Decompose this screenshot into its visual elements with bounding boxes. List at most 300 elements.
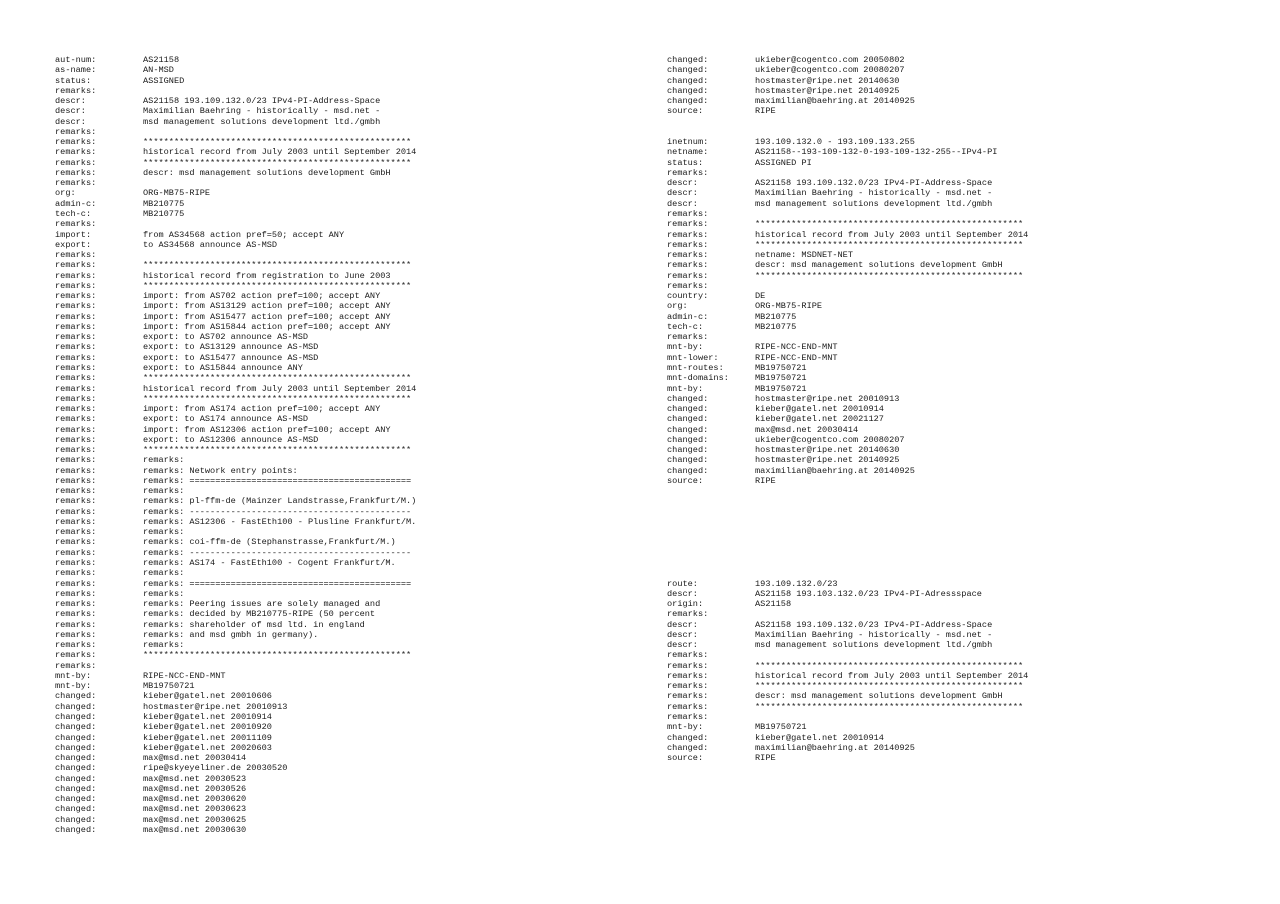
- attribute-value: max@msd.net 20030414: [755, 424, 859, 435]
- attribute-value: AS21158: [143, 55, 180, 65]
- right-record-line: [667, 117, 1028, 127]
- right-record-line: [667, 548, 1028, 558]
- attribute-value: ****************************************************: [755, 239, 1024, 250]
- attribute-key: changed:: [667, 85, 709, 96]
- left-record-line: [55, 702, 416, 712]
- left-column: [55, 55, 416, 835]
- attribute-key: remarks:: [55, 629, 97, 640]
- attribute-key: remarks:: [55, 311, 97, 322]
- right-record-line: [667, 322, 1028, 332]
- left-record-line: [55, 815, 416, 825]
- attribute-key: changed:: [667, 434, 709, 445]
- attribute-key: changed:: [55, 691, 97, 702]
- attribute-key: remarks:: [55, 516, 97, 527]
- attribute-key: route:: [667, 578, 698, 589]
- right-record-line: [667, 661, 1028, 671]
- left-record-line: [55, 342, 416, 352]
- attribute-value: export: to AS13129 announce AS-MSD: [143, 342, 319, 353]
- attribute-value: MB19750721: [755, 362, 807, 373]
- right-record-line: [667, 743, 1028, 753]
- attribute-value: ****************************************************: [755, 701, 1024, 712]
- left-record-line: [55, 363, 416, 373]
- attribute-key: remarks:: [55, 558, 97, 569]
- attribute-key: remarks:: [667, 239, 709, 250]
- left-record-line: [55, 117, 416, 127]
- left-record-line: [55, 733, 416, 743]
- attribute-key: remarks:: [667, 167, 709, 178]
- left-record-line: [55, 507, 416, 517]
- right-column: [667, 55, 1028, 763]
- right-record-line: [667, 722, 1028, 732]
- left-record-line: [55, 517, 416, 527]
- attribute-value: remarks: Peering issues are solely managed and: [143, 599, 381, 610]
- left-record-line: [55, 76, 416, 86]
- attribute-key: remarks:: [55, 85, 97, 96]
- right-record-line: [667, 712, 1028, 722]
- attribute-key: remarks:: [667, 332, 709, 343]
- right-record-line: [667, 568, 1028, 578]
- attribute-value: remarks: coi-ffm-de (Stephanstrasse,Frankfurt/M.): [143, 537, 396, 548]
- attribute-key: descr:: [667, 640, 698, 651]
- left-record-line: [55, 794, 416, 804]
- attribute-value: remarks: and msd gmbh in germany).: [143, 629, 319, 640]
- right-record-line: [667, 137, 1028, 147]
- attribute-key: export:: [55, 239, 92, 250]
- left-record-line: [55, 384, 416, 394]
- attribute-key: mnt-routes:: [667, 362, 724, 373]
- attribute-key: remarks:: [667, 650, 709, 661]
- attribute-key: changed:: [667, 404, 709, 415]
- left-record-line: [55, 630, 416, 640]
- left-record-line: [55, 332, 416, 342]
- attribute-key: changed:: [55, 804, 97, 815]
- attribute-value: MB210775: [755, 311, 797, 322]
- left-record-line: [55, 178, 416, 188]
- attribute-key: country:: [667, 291, 709, 302]
- left-record-line: [55, 312, 416, 322]
- attribute-value: ORG-MB75-RIPE: [755, 301, 823, 312]
- attribute-key: remarks:: [55, 568, 97, 579]
- attribute-value: remarks:: [143, 486, 185, 497]
- left-record-line: [55, 691, 416, 701]
- attribute-value: RIPE: [755, 106, 776, 117]
- attribute-key: remarks:: [667, 229, 709, 240]
- attribute-key: remarks:: [55, 157, 97, 168]
- attribute-value: netname: MSDNET-NET: [755, 250, 853, 261]
- attribute-key: changed:: [55, 794, 97, 805]
- attribute-value: RIPE-NCC-END-MNT: [755, 352, 838, 363]
- right-record-line: [667, 373, 1028, 383]
- attribute-value: ripe@skyeyeliner.de 20030520: [143, 763, 288, 774]
- attribute-key: inetnum:: [667, 137, 709, 148]
- attribute-key: remarks:: [667, 609, 709, 620]
- right-record-line: [667, 589, 1028, 599]
- attribute-value: maximilian@baehring.at 20140925: [755, 465, 915, 476]
- attribute-key: org:: [55, 188, 76, 199]
- attribute-value: kieber@gatel.net 20010914: [143, 712, 272, 722]
- attribute-key: status:: [667, 157, 704, 168]
- attribute-key: remarks:: [55, 465, 97, 476]
- attribute-value: historical record from July 2003 until September 2014: [143, 147, 417, 158]
- attribute-key: remarks:: [55, 640, 97, 651]
- attribute-key: remarks:: [55, 332, 97, 343]
- left-record-line: [55, 55, 416, 65]
- attribute-key: remarks:: [55, 496, 97, 507]
- attribute-value: 193.109.132.0 - 193.109.133.255: [755, 137, 915, 148]
- attribute-value: export: to AS174 announce AS-MSD: [143, 414, 309, 425]
- attribute-key: changed:: [667, 445, 709, 456]
- left-record-line: [55, 301, 416, 311]
- attribute-key: remarks:: [55, 383, 97, 394]
- right-record-line: [667, 353, 1028, 363]
- right-record-line: [667, 188, 1028, 198]
- attribute-value: descr: msd management solutions development GmbH: [755, 260, 1003, 271]
- attribute-value: ukieber@cogentco.com 20080207: [755, 65, 905, 76]
- right-record-line: [667, 650, 1028, 660]
- attribute-key: remarks:: [55, 362, 97, 373]
- right-record-line: [667, 158, 1028, 168]
- attribute-value: MB19750721: [755, 373, 807, 384]
- attribute-key: mnt-by:: [667, 722, 704, 733]
- attribute-value: kieber@gatel.net 20020603: [143, 742, 272, 753]
- left-record-line: [55, 650, 416, 660]
- left-record-line: [55, 322, 416, 332]
- right-record-line: [667, 733, 1028, 743]
- left-record-line: [55, 147, 416, 157]
- right-record-line: [667, 681, 1028, 691]
- attribute-key: changed:: [55, 701, 97, 712]
- attribute-value: descr: msd management solutions development GmbH: [755, 691, 1003, 702]
- attribute-key: changed:: [667, 55, 709, 65]
- attribute-key: source:: [667, 475, 704, 486]
- right-record-line: [667, 640, 1028, 650]
- right-record-line: [667, 291, 1028, 301]
- attribute-key: remarks:: [55, 219, 97, 230]
- left-record-line: [55, 579, 416, 589]
- attribute-value: ****************************************************: [143, 137, 412, 148]
- left-record-line: [55, 825, 416, 835]
- right-record-line: [667, 537, 1028, 547]
- attribute-key: remarks:: [55, 178, 97, 189]
- right-record-line: [667, 260, 1028, 270]
- attribute-value: RIPE: [755, 753, 776, 764]
- left-record-line: [55, 486, 416, 496]
- left-record-line: [55, 466, 416, 476]
- attribute-key: descr:: [667, 188, 698, 199]
- attribute-key: [667, 527, 755, 537]
- attribute-value: ****************************************************: [143, 445, 412, 456]
- attribute-key: changed:: [55, 732, 97, 743]
- attribute-value: import: from AS702 action pref=100; accept ANY: [143, 291, 381, 302]
- attribute-key: changed:: [667, 96, 709, 107]
- left-record-line: [55, 661, 416, 671]
- right-record-line: [667, 476, 1028, 486]
- attribute-key: remarks:: [55, 537, 97, 548]
- attribute-value: kieber@gatel.net 20010914: [755, 404, 884, 415]
- attribute-key: remarks:: [55, 475, 97, 486]
- right-record-line: [667, 332, 1028, 342]
- right-record-line: [667, 96, 1028, 106]
- attribute-value: kieber@gatel.net 20010920: [143, 722, 272, 733]
- attribute-key: descr:: [667, 619, 698, 630]
- attribute-key: descr:: [55, 106, 86, 117]
- left-record-line: [55, 568, 416, 578]
- right-record-line: [667, 281, 1028, 291]
- attribute-value: export: to AS15477 announce AS-MSD: [143, 352, 319, 363]
- attribute-key: [667, 486, 755, 496]
- attribute-key: remarks:: [667, 270, 709, 281]
- attribute-key: remarks:: [55, 527, 97, 538]
- attribute-value: hostmaster@ripe.net 20140925: [755, 85, 900, 96]
- attribute-value: msd management solutions development ltd./gmbh: [755, 198, 993, 209]
- attribute-value: max@msd.net 20030625: [143, 814, 247, 825]
- attribute-key: descr:: [667, 588, 698, 599]
- attribute-key: mnt-by:: [667, 342, 704, 353]
- attribute-key: [667, 537, 755, 547]
- attribute-value: AS21158 193.109.132.0/23 IPv4-PI-Address-Space: [755, 619, 993, 630]
- attribute-value: ****************************************************: [143, 157, 412, 168]
- attribute-value: remarks: decided by MB210775-RIPE (50 percent: [143, 609, 376, 620]
- right-record-line: [667, 76, 1028, 86]
- attribute-key: remarks:: [667, 660, 709, 671]
- attribute-value: import: from AS12306 action pref=100; accept ANY: [143, 424, 391, 435]
- attribute-key: remarks:: [55, 414, 97, 425]
- attribute-value: RIPE-NCC-END-MNT: [143, 670, 226, 681]
- left-record-line: [55, 219, 416, 229]
- right-record-line: [667, 404, 1028, 414]
- attribute-key: changed:: [55, 824, 97, 835]
- attribute-value: remarks:: [143, 640, 185, 651]
- attribute-key: remarks:: [55, 147, 97, 158]
- attribute-value: import: from AS15844 action pref=100; accept ANY: [143, 321, 391, 332]
- attribute-value: historical record from July 2003 until September 2014: [755, 670, 1029, 681]
- right-record-line: [667, 517, 1028, 527]
- attribute-key: remarks:: [55, 352, 97, 363]
- left-record-line: [55, 804, 416, 814]
- attribute-key: remarks:: [667, 712, 709, 722]
- attribute-value: ukieber@cogentco.com 20050802: [755, 55, 905, 65]
- right-record-line: [667, 609, 1028, 619]
- right-record-line: [667, 106, 1028, 116]
- attribute-key: remarks:: [55, 321, 97, 332]
- attribute-key: changed:: [667, 414, 709, 425]
- attribute-key: remarks:: [55, 301, 97, 312]
- attribute-key: origin:: [667, 599, 704, 610]
- attribute-key: [667, 548, 755, 558]
- attribute-value: AN-MSD: [143, 65, 174, 76]
- left-record-line: [55, 188, 416, 198]
- attribute-key: remarks:: [55, 126, 97, 137]
- attribute-value: remarks: AS174 - FastEth100 - Cogent Frankfurt/M.: [143, 558, 396, 569]
- attribute-value: MB19750721: [143, 681, 195, 692]
- right-record-line: [667, 147, 1028, 157]
- attribute-key: remarks:: [55, 393, 97, 404]
- attribute-value: AS21158 193.103.132.0/23 IPv4-PI-Adressspace: [755, 588, 982, 599]
- attribute-value: remarks: pl-ffm-de (Mainzer Landstrasse,Frankfurt/M.): [143, 496, 417, 507]
- attribute-key: remarks:: [55, 547, 97, 558]
- attribute-value: remarks: -------------------------------------------: [143, 547, 412, 558]
- attribute-value: max@msd.net 20030526: [143, 783, 247, 794]
- attribute-value: historical record from July 2003 until September 2014: [143, 383, 417, 394]
- attribute-key: remarks:: [55, 588, 97, 599]
- attribute-value: ****************************************************: [755, 219, 1024, 230]
- attribute-key: remarks:: [667, 701, 709, 712]
- attribute-key: admin-c:: [667, 311, 709, 322]
- left-record-line: [55, 260, 416, 270]
- attribute-value: AS21158 193.109.132.0/23 IPv4-PI-Address-Space: [755, 178, 993, 189]
- attribute-key: remarks:: [55, 260, 97, 271]
- attribute-value: ****************************************************: [143, 280, 412, 291]
- attribute-key: tech-c:: [55, 208, 92, 219]
- right-record-line: [667, 86, 1028, 96]
- right-record-line: [667, 486, 1028, 496]
- right-record-line: [667, 496, 1028, 506]
- attribute-key: remarks:: [55, 291, 97, 302]
- right-record-line: [667, 271, 1028, 281]
- right-record-line: [667, 620, 1028, 630]
- attribute-value: ASSIGNED: [143, 75, 185, 86]
- left-record-line: [55, 548, 416, 558]
- attribute-key: changed:: [55, 763, 97, 774]
- attribute-value: RIPE-NCC-END-MNT: [755, 342, 838, 353]
- left-record-line: [55, 250, 416, 260]
- left-record-line: [55, 589, 416, 599]
- attribute-key: aut-num:: [55, 55, 97, 65]
- attribute-key: remarks:: [667, 280, 709, 291]
- left-record-line: [55, 558, 416, 568]
- attribute-value: max@msd.net 20030523: [143, 773, 247, 784]
- right-record-line: [667, 414, 1028, 424]
- left-record-line: [55, 271, 416, 281]
- attribute-key: remarks:: [667, 208, 709, 219]
- attribute-key: mnt-by:: [55, 681, 92, 692]
- right-record-line: [667, 702, 1028, 712]
- attribute-key: remarks:: [55, 486, 97, 497]
- left-record-line: [55, 609, 416, 619]
- attribute-key: [667, 127, 755, 137]
- attribute-value: remarks: -------------------------------------------: [143, 506, 412, 517]
- attribute-value: hostmaster@ripe.net 20140630: [755, 445, 900, 456]
- attribute-key: remarks:: [55, 280, 97, 291]
- attribute-key: mnt-domains:: [667, 373, 729, 384]
- left-record-line: [55, 425, 416, 435]
- attribute-value: hostmaster@ripe.net 20140925: [755, 455, 900, 466]
- attribute-key: mnt-by:: [667, 383, 704, 394]
- attribute-key: remarks:: [55, 455, 97, 466]
- attribute-key: as-name:: [55, 65, 97, 76]
- attribute-value: kieber@gatel.net 20010914: [755, 732, 884, 743]
- right-record-line: [667, 199, 1028, 209]
- left-record-line: [55, 137, 416, 147]
- right-record-line: [667, 209, 1028, 219]
- attribute-value: remarks: shareholder of msd ltd. in england: [143, 619, 365, 630]
- attribute-key: changed:: [667, 424, 709, 435]
- right-record-line: [667, 230, 1028, 240]
- attribute-key: remarks:: [667, 681, 709, 692]
- left-record-line: [55, 353, 416, 363]
- attribute-value: hostmaster@ripe.net 20010913: [143, 701, 288, 712]
- attribute-value: to AS34568 announce AS-MSD: [143, 239, 278, 250]
- left-record-line: [55, 96, 416, 106]
- attribute-key: remarks:: [667, 219, 709, 230]
- left-record-line: [55, 445, 416, 455]
- attribute-value: max@msd.net 20030620: [143, 794, 247, 805]
- attribute-key: tech-c:: [667, 321, 704, 332]
- attribute-key: org:: [667, 301, 688, 312]
- attribute-key: changed:: [55, 742, 97, 753]
- attribute-key: [667, 117, 755, 127]
- attribute-value: AS21158: [755, 599, 792, 610]
- attribute-key: source:: [667, 753, 704, 764]
- attribute-key: [667, 496, 755, 506]
- attribute-value: ****************************************************: [755, 681, 1024, 692]
- attribute-value: msd management solutions development ltd./gmbh: [143, 116, 381, 127]
- attribute-key: remarks:: [55, 599, 97, 610]
- right-record-line: [667, 691, 1028, 701]
- attribute-value: ****************************************************: [755, 270, 1024, 281]
- attribute-key: remarks:: [55, 250, 97, 261]
- attribute-key: changed:: [667, 742, 709, 753]
- attribute-key: changed:: [55, 773, 97, 784]
- left-record-line: [55, 712, 416, 722]
- left-record-line: [55, 281, 416, 291]
- attribute-key: changed:: [55, 712, 97, 722]
- attribute-value: MB210775: [755, 321, 797, 332]
- attribute-value: Maximilian Baehring - historically - msd.net -: [755, 629, 993, 640]
- left-record-line: [55, 722, 416, 732]
- attribute-key: changed:: [667, 65, 709, 76]
- attribute-value: ORG-MB75-RIPE: [143, 188, 211, 199]
- left-record-line: [55, 291, 416, 301]
- attribute-value: MB210775: [143, 208, 185, 219]
- right-record-line: [667, 599, 1028, 609]
- left-record-line: [55, 599, 416, 609]
- attribute-key: [667, 568, 755, 578]
- attribute-value: export: to AS12306 announce AS-MSD: [143, 434, 319, 445]
- attribute-value: msd management solutions development ltd./gmbh: [755, 640, 993, 651]
- attribute-value: Maximilian Baehring - historically - msd.net -: [755, 188, 993, 199]
- attribute-key: changed:: [55, 722, 97, 733]
- attribute-key: [667, 507, 755, 517]
- attribute-key: remarks:: [55, 270, 97, 281]
- left-record-line: [55, 476, 416, 486]
- attribute-key: remarks:: [55, 404, 97, 415]
- attribute-value: descr: msd management solutions development GmbH: [143, 167, 391, 178]
- left-record-line: [55, 199, 416, 209]
- attribute-key: mnt-lower:: [667, 352, 719, 363]
- left-record-line: [55, 404, 416, 414]
- attribute-key: [667, 517, 755, 527]
- attribute-value: kieber@gatel.net 20011109: [143, 732, 272, 743]
- attribute-key: descr:: [55, 96, 86, 107]
- right-record-line: [667, 363, 1028, 373]
- attribute-key: remarks:: [55, 506, 97, 517]
- right-record-line: [667, 342, 1028, 352]
- attribute-value: ASSIGNED PI: [755, 157, 812, 168]
- right-record-line: [667, 250, 1028, 260]
- attribute-key: remarks:: [55, 434, 97, 445]
- attribute-value: ****************************************************: [143, 260, 412, 271]
- attribute-value: kieber@gatel.net 20021127: [755, 414, 884, 425]
- attribute-key: changed:: [667, 455, 709, 466]
- attribute-key: import:: [55, 229, 92, 240]
- left-record-line: [55, 743, 416, 753]
- right-record-line: [667, 579, 1028, 589]
- right-record-line: [667, 127, 1028, 137]
- right-record-line: [667, 240, 1028, 250]
- right-record-line: [667, 178, 1028, 188]
- attribute-value: MB210775: [143, 198, 185, 209]
